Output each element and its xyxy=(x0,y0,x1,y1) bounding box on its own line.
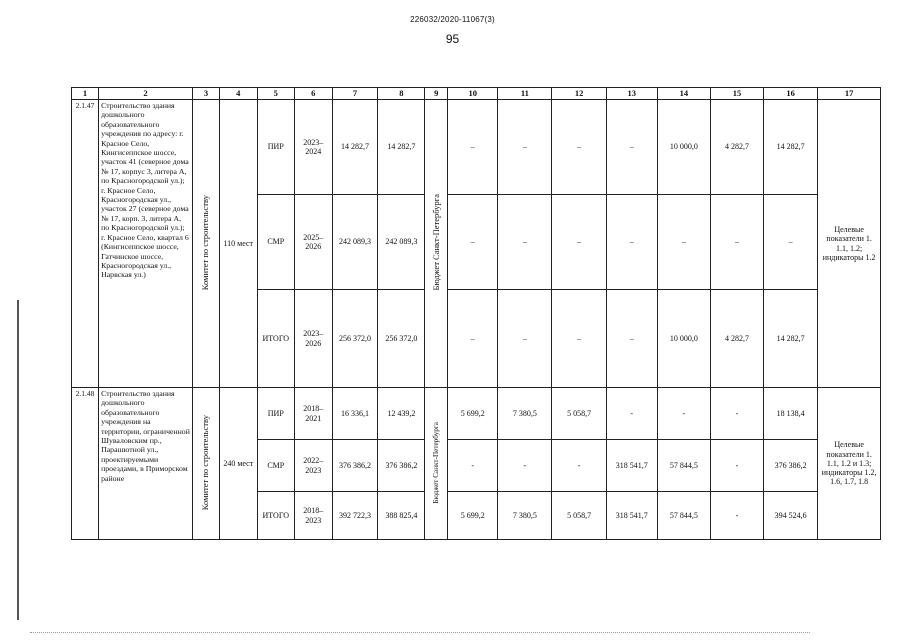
value-cell: – xyxy=(448,290,498,388)
budget-cell xyxy=(425,100,448,388)
header-cell: 4 xyxy=(220,88,258,100)
header-cell: 6 xyxy=(295,88,333,100)
header-cell: 10 xyxy=(448,88,498,100)
value-cell: – xyxy=(710,195,763,290)
header-cell: 9 xyxy=(425,88,448,100)
header-cell: 5 xyxy=(257,88,295,100)
executor-text: Комитет по строительству xyxy=(200,194,211,290)
indicators-cell: Целевые показатели 1. 1.1, 1.2 и 1.3; индикаторы 1.2, 1.6, 1.7, 1.8 xyxy=(818,388,881,540)
period-cell: 2018–2021 xyxy=(295,388,333,440)
value-cell: 57 844,5 xyxy=(657,440,710,492)
capacity-cell: 110 мест xyxy=(220,100,258,388)
value-cell: 14 282,7 xyxy=(378,100,425,195)
header-row xyxy=(72,88,881,100)
value-cell: 14 282,7 xyxy=(332,100,378,195)
value-cell: 16 336,1 xyxy=(332,388,378,440)
period-cell: 2023–2026 xyxy=(295,290,333,388)
header-cell: 8 xyxy=(378,88,425,100)
header-cell: 12 xyxy=(552,88,606,100)
stage-cell: СМР xyxy=(257,195,295,290)
executor-cell xyxy=(192,388,219,540)
value-cell: 14 282,7 xyxy=(764,100,818,195)
value-cell: – xyxy=(448,100,498,195)
value-cell: - xyxy=(552,440,606,492)
value-cell: - xyxy=(606,388,657,440)
value-cell: 5 058,7 xyxy=(552,388,606,440)
row-number: 2.1.47 xyxy=(72,100,99,388)
value-cell: 242 089,3 xyxy=(332,195,378,290)
value-cell: – xyxy=(606,290,657,388)
value-cell: 318 541,7 xyxy=(606,492,657,540)
object-description: Строительство здания дошкольного образовательного учреждения на территории, ограниченной Шуваловским пр., Парашютной ул., проектируемыми проездами, в Приморском районе xyxy=(99,388,193,540)
value-cell: – xyxy=(606,100,657,195)
table-row xyxy=(72,100,881,195)
value-cell: 256 372,0 xyxy=(378,290,425,388)
scan-edge-line xyxy=(17,300,19,620)
value-cell: 5 699,2 xyxy=(448,492,498,540)
stage-cell: ИТОГО xyxy=(257,290,295,388)
value-cell: 10 000,0 xyxy=(657,290,710,388)
header-cell: 14 xyxy=(657,88,710,100)
value-cell: 242 089,3 xyxy=(378,195,425,290)
value-cell: 5 699,2 xyxy=(448,388,498,440)
value-cell: 18 138,4 xyxy=(764,388,818,440)
budget-text: Бюджет Санкт-Петербурга xyxy=(431,421,440,504)
stage-cell: СМР xyxy=(257,440,295,492)
value-cell: 5 058,7 xyxy=(552,492,606,540)
value-cell: – xyxy=(552,195,606,290)
value-cell: 57 844,5 xyxy=(657,492,710,540)
header-cell: 11 xyxy=(498,88,552,100)
header-cell: 15 xyxy=(710,88,763,100)
stage-cell: ИТОГО xyxy=(257,492,295,540)
value-cell: 376 386,2 xyxy=(332,440,378,492)
value-cell: 392 722,3 xyxy=(332,492,378,540)
header-cell: 1 xyxy=(72,88,99,100)
value-cell: 14 282,7 xyxy=(764,290,818,388)
indicators-cell: Целевые показатели 1. 1.1, 1.2; индикаторы 1.2 xyxy=(818,100,881,388)
value-cell: - xyxy=(710,388,763,440)
value-cell: - xyxy=(657,388,710,440)
period-cell: 2025–2026 xyxy=(295,195,333,290)
header-cell: 7 xyxy=(332,88,378,100)
header-cell: 16 xyxy=(764,88,818,100)
page-number: 95 xyxy=(445,32,460,46)
value-cell: – xyxy=(498,100,552,195)
value-cell: 376 386,2 xyxy=(764,440,818,492)
value-cell: – xyxy=(606,195,657,290)
value-cell: – xyxy=(448,195,498,290)
document-id: 226032/2020-11067(3) xyxy=(410,15,495,24)
stage-cell: ПИР xyxy=(257,100,295,195)
value-cell: 12 439,2 xyxy=(378,388,425,440)
header-cell: 2 xyxy=(99,88,193,100)
period-cell: 2018–2023 xyxy=(295,492,333,540)
value-cell: 4 282,7 xyxy=(710,100,763,195)
period-cell: 2023–2024 xyxy=(295,100,333,195)
header-cell: 3 xyxy=(192,88,219,100)
value-cell: 318 541,7 xyxy=(606,440,657,492)
stage-cell: ПИР xyxy=(257,388,295,440)
budget-cell xyxy=(425,388,448,540)
value-cell: - xyxy=(448,440,498,492)
value-cell: – xyxy=(657,195,710,290)
value-cell: - xyxy=(498,440,552,492)
value-cell: 256 372,0 xyxy=(332,290,378,388)
value-cell: 7 380,5 xyxy=(498,492,552,540)
value-cell: – xyxy=(498,290,552,388)
value-cell: 10 000,0 xyxy=(657,100,710,195)
value-cell: – xyxy=(498,195,552,290)
value-cell: 7 380,5 xyxy=(498,388,552,440)
value-cell: - xyxy=(710,440,763,492)
executor-cell xyxy=(192,100,219,388)
period-cell: 2022–2023 xyxy=(295,440,333,492)
value-cell: 4 282,7 xyxy=(710,290,763,388)
budget-text: Бюджет Санкт-Петербурга xyxy=(430,194,441,291)
program-table xyxy=(71,87,881,540)
header-cell: 17 xyxy=(818,88,881,100)
object-description: Строительство здания дошкольного образовательного учреждения по адресу: г. Красное Село, Кингисеппское шоссе, участок 41 (северное дома № 17, корпус 3, литера А, по Красногородской ул.); г. Красное Село, Красногородская ул., участок 27 (северное дома № 17, корп. 3, литера А, по Красногородской ул.); г. Красное Село, квартал 6 (Кингисеппское шоссе, Гатчинское шоссе, Красногородская ул., Нарвская ул.) xyxy=(99,100,193,388)
executor-text: Комитет по строительству xyxy=(200,414,211,510)
value-cell: 394 524,6 xyxy=(764,492,818,540)
capacity-cell: 240 мест xyxy=(220,388,258,540)
value-cell: – xyxy=(552,100,606,195)
value-cell: – xyxy=(552,290,606,388)
value-cell: 388 825,4 xyxy=(378,492,425,540)
scan-artifact-line xyxy=(30,632,810,634)
value-cell: 376 386,2 xyxy=(378,440,425,492)
table-row xyxy=(72,388,881,440)
header-cell: 13 xyxy=(606,88,657,100)
value-cell: - xyxy=(710,492,763,540)
row-number: 2.1.48 xyxy=(72,388,99,540)
value-cell: – xyxy=(764,195,818,290)
